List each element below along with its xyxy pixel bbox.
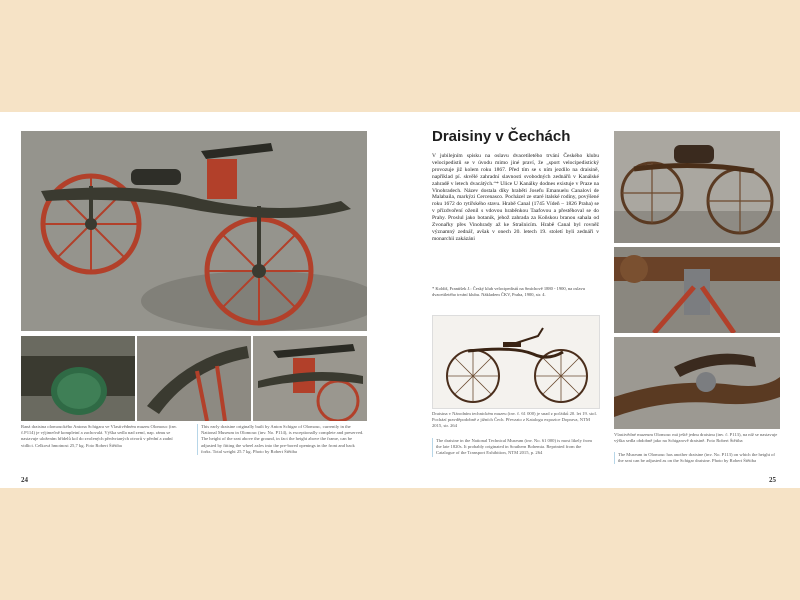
photo-olomouc-draisine-p113 xyxy=(614,131,780,243)
photo-detail-badge xyxy=(21,336,135,421)
page-number-left: 24 xyxy=(21,476,28,484)
article-footnote: * Koldiš, František J.: Český klub velocipedistů na Smíchově 1880 - 1900, na oslavu dvacetiletého trvání klubu. Nákladem ČKV, Praha, 1900, str. 4. xyxy=(432,286,585,297)
article-title: Draisiny v Čechách xyxy=(432,128,571,145)
caption-right-czech: Vlastivědné muzeum Olomouc má ještě jednu draisinu (inv. č. P113), na níž se nastavuje výška sedla obdobně jako na Schigarově draisině. Foto Robert Štětiba xyxy=(614,432,778,444)
caption-mid-english: The draisine in the National Technical Museum (inv. No. 61 000) is most likely from the late 1820s. It probably originated in Southern Bohemia. Reprinted from the Catalogue of the Transport Exhibition, NTM 2015, p. 264 xyxy=(432,438,597,457)
caption-left-english: This early draisine originally built by Anton Schigar of Olomouc, currently in the National Museum in Olomouc (inv. No. P114), is exceptionally complete and preserved. The height of the seat above the ground, in fact the height above the frame, can be adjusted by fitting the wheel axles into the pre-bored openings in the front and back forks. Total weight 25.7 kg. Photo by Robert Štětiba xyxy=(197,424,366,455)
caption-left-czech: Raná draisina olomouckého Antona Schigara ve Vlastivědném muzeu Olomouc (inv. č.P114) je výjimečně kompletní a zachovalá. Výška sedla nad zemí, nap. rámu se nastavuje uložením hřídelů kol do zvolených předvrtaných otvorů v přední a zadní vidlici. Celková hmotnost 25,7 kg. Foto Robert Štětiba xyxy=(21,424,178,448)
photo-detail-seat xyxy=(253,336,367,421)
photo-detail-seat-mount xyxy=(614,337,780,429)
article-body: V jubilejním spisku na oslavu dvacetiletého trvání Českého klubu velocipedistů se v úvodu mimo jiné praví, že „sport velocipedistický provozuje již kolem roku 1867. Před tím se s ním jezdilo na draisině, například pí. skvělé zahradní slavnosti svobodných zednářů v Kanálské zahradě v letech dvacátých.“* Ulice U Kanálky dodnes existuje v Praze na Vinohradech. Název dostala díky hraběti Josefu Emanuelu Canalovi de Malabaila, markýzi Cercenasco. Pocházel ze staré italské rodiny, povýšené roku 1672 do rytířského stavu. Hrabě Canal (1745 Vídeň – 1826 Praha) se v přízdvoření oženil s vdovou hraběnkou Taafovou a přestěhoval se do Prahy. Proslul jako botanik, jehož zahrada za Koňskou branou sahala od Zvonařky přes Vinohrady až ke Strašnicím. Hrabě Canal byl rovněž významný zednář, avšak v onech 20. letech 19. století byli zednáři v monarchii zakázáni xyxy=(432,153,599,242)
photo-schigar-draisine xyxy=(21,131,367,331)
photo-detail-clamp xyxy=(614,247,780,333)
caption-right-english: The Museum in Olomouc has another draisine (inv. No. P113) on which the height of the seat can be adjusted as on the Schigar draisine. Photo by Robert Štětiba xyxy=(614,452,779,464)
caption-mid-czech: Draisina v Národním technickém muzeu (inv. č. 61 000) je snad z počátků 20. let 19. stol. Pochází pravděpodobně z jižních Čech. Převzato z Katalogu expozice Doprava, NTM 2015, str. 264 xyxy=(432,411,597,429)
photo-detail-rear xyxy=(137,336,251,421)
photo-ntm-draisine xyxy=(432,315,600,409)
page-number-right: 25 xyxy=(769,476,776,484)
